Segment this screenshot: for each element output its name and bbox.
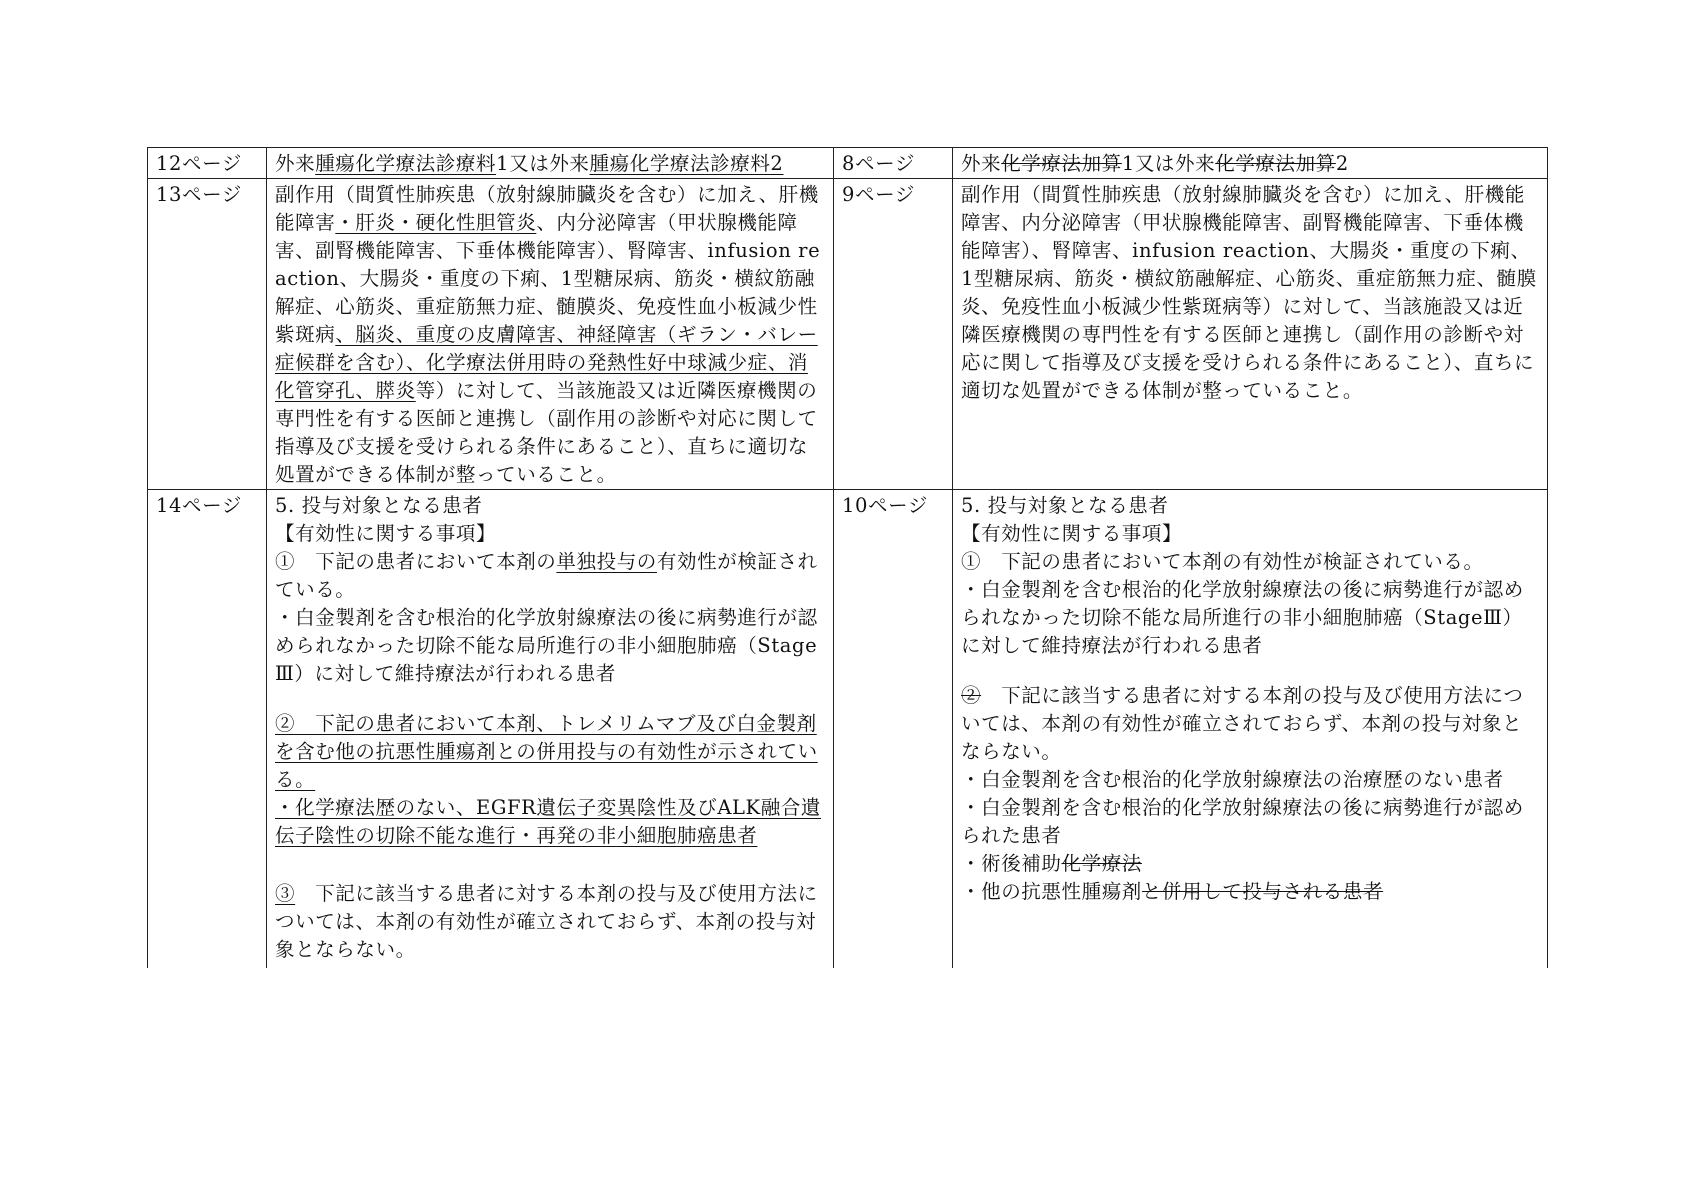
underlined-segment: 単独投与の	[556, 550, 657, 573]
old-text-cell	[953, 148, 1548, 179]
comparison-table	[147, 147, 1548, 968]
page-ref: 14ページ	[156, 494, 242, 517]
underlined-segment: ・肝炎・硬化性胆管炎	[335, 211, 537, 234]
page-ref: 12ページ	[156, 152, 242, 175]
page-ref: 9ページ	[842, 183, 915, 206]
item-2-bullet: ・化学療法歴のない、EGFR遺伝子変異陰性及びALK融合遺伝子陰性の切除不能な進行・再発の非小細胞肺癌患者	[275, 796, 822, 847]
underlined-segment: 腫瘍化学療法診療料	[315, 152, 497, 175]
text-segment: ① 下記の患者において本剤の	[275, 550, 557, 573]
spacer	[961, 660, 1541, 682]
underlined-segment: ③	[275, 882, 296, 905]
strikethrough-segment: 化学療法	[1061, 852, 1142, 875]
text-segment: 等）に対して、当該施設又は近隣医療機関の専門性を有する医師と連携し（副作用の診断や対応に関して指導及び支援を受けられる条件にあること）、直ちに適切な処置ができる体制が整っていること。	[275, 379, 818, 486]
new-text-cell	[267, 148, 834, 179]
bullet: ・白金製剤を含む根治的化学放射線療法の治療歴のない患者	[961, 768, 1504, 791]
new-page-cell	[148, 179, 267, 490]
section-subheading: 【有効性に関する事項】	[275, 522, 497, 545]
text-segment: 2	[1335, 152, 1349, 175]
text-segment: 、内分泌障害（甲状腺機能障害、副腎機能障害、下垂体機能障害）、腎障害、infusion reaction、大腸炎・重度の下痢、1型糖尿病、筋炎・横紋筋融解症、心筋炎、重症筋無力症、髄膜炎、免疫性血小板減少性紫斑病	[275, 211, 821, 346]
table-row	[148, 148, 1548, 179]
page-ref: 13ページ	[156, 183, 242, 206]
old-page-cell	[834, 179, 953, 490]
old-text-cell	[953, 490, 1548, 969]
text-segment: ・術後補助	[961, 852, 1062, 875]
strikethrough-segment: ②	[961, 684, 982, 707]
text-segment: 1又は外来	[1121, 152, 1216, 175]
new-page-cell	[148, 490, 267, 969]
spacer	[275, 850, 827, 880]
text-segment: 外来	[275, 152, 316, 175]
old-text-cell	[953, 179, 1548, 490]
item-1-bullet: ・白金製剤を含む根治的化学放射線療法の後に病勢進行が認められなかった切除不能な局所進行の非小細胞肺癌（StageⅢ）に対して維持療法が行われる患者	[275, 606, 818, 685]
underlined-segment: 腫瘍化学療法診療料2	[589, 152, 784, 175]
new-text-cell	[267, 490, 834, 969]
text-segment: 有効性が検証されている。	[275, 550, 818, 601]
text-segment: 外来	[961, 152, 1002, 175]
item-1-bullet: ・白金製剤を含む根治的化学放射線療法の後に病勢進行が認められなかった切除不能な局所進行の非小細胞肺癌（StageⅢ）に対して維持療法が行われる患者	[961, 578, 1524, 657]
bullet: ・白金製剤を含む根治的化学放射線療法の後に病勢進行が認められた患者	[961, 796, 1524, 847]
item-2	[961, 682, 1541, 766]
text-segment: 1又は外来	[496, 152, 590, 175]
strikethrough-segment: と併用して投与される患者	[1141, 880, 1384, 903]
table-row	[148, 179, 1548, 490]
section-subheading: 【有効性に関する事項】	[961, 522, 1183, 545]
section-heading: 5. 投与対象となる患者	[275, 494, 483, 517]
text-segment: 下記に該当する患者に対する本剤の投与及び使用方法については、本剤の有効性が確立されておらず、本剤の投与対象とならない。	[275, 882, 818, 961]
text-segment: 副作用（間質性肺疾患（放射線肺臓炎を含む）に加え、肝機能障害	[275, 183, 819, 234]
bullet	[961, 850, 1541, 878]
new-page-cell	[148, 148, 267, 179]
old-page-cell	[834, 148, 953, 179]
bullet	[961, 878, 1541, 906]
underlined-segment: 、脳炎、重度の皮膚障害、神経障害（ギラン・バレー症候群を含む）、化学療法併用時の発熱性好中球減少症、消化管穿孔、膵炎	[275, 323, 818, 402]
page-ref: 8ページ	[842, 152, 915, 175]
old-page-cell	[834, 490, 953, 969]
text-segment: 下記に該当する患者に対する本剤の投与及び使用方法については、本剤の有効性が確立されておらず、本剤の投与対象とならない。	[961, 684, 1524, 763]
new-text-cell	[267, 179, 834, 490]
table-row	[148, 490, 1548, 969]
text-segment: ・他の抗悪性腫瘍剤	[961, 880, 1142, 903]
item-1	[275, 548, 827, 604]
strikethrough-segment: 化学療法加算	[1215, 152, 1336, 175]
strikethrough-segment: 化学療法加算	[1001, 152, 1122, 175]
section-heading: 5. 投与対象となる患者	[961, 494, 1169, 517]
item-2: ② 下記の患者において本剤、トレメリムマブ及び白金製剤を含む他の抗悪性腫瘍剤との併用投与の有効性が示されている。	[275, 712, 818, 791]
item-3	[275, 880, 827, 964]
page-ref: 10ページ	[842, 494, 928, 517]
item-1: ① 下記の患者において本剤の有効性が検証されている。	[961, 550, 1484, 573]
old-paragraph: 副作用（間質性肺疾患（放射線肺臓炎を含む）に加え、肝機能障害、内分泌障害（甲状腺機能障害、副腎機能障害、下垂体機能障害）、腎障害、infusion reaction、大腸炎・重度の下痢、1型糖尿病、筋炎・横紋筋融解症、心筋炎、重症筋無力症、髄膜炎、免疫性血小板減少性紫斑病等）に対して、当該施設又は近隣医療機関の専門性を有する医師と連携し（副作用の診断や対応に関して指導及び支援を受けられる条件にあること）、直ちに適切な処置ができる体制が整っていること。	[961, 183, 1537, 402]
spacer	[275, 688, 827, 710]
